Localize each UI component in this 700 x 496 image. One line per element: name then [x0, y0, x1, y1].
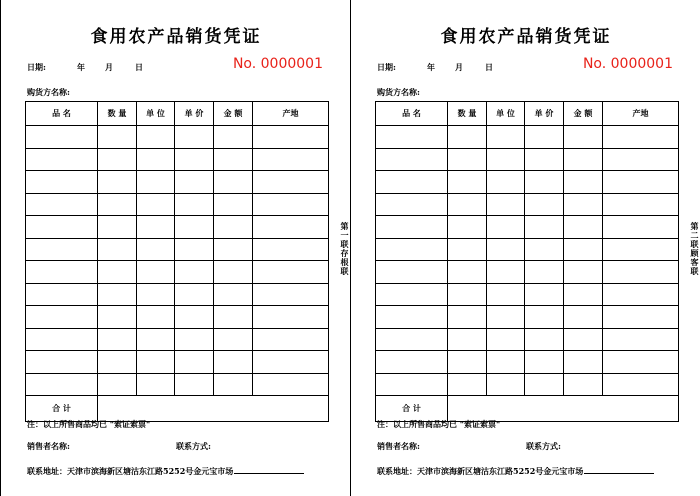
table-row[interactable] — [26, 126, 329, 149]
table-row[interactable] — [26, 171, 329, 194]
table-row[interactable] — [376, 306, 679, 329]
total-row — [376, 396, 679, 422]
table-row[interactable] — [26, 351, 329, 374]
goods-table — [25, 101, 329, 422]
table-header-row — [26, 102, 329, 126]
note-text: 注：以上所售商品均已 "索证索票" — [377, 419, 501, 429]
table-row[interactable] — [26, 328, 329, 351]
total-value[interactable] — [98, 396, 329, 422]
seller-label: 销售者名称: — [377, 441, 420, 451]
table-row[interactable] — [376, 328, 679, 351]
col-header-name: 品 名 — [376, 102, 448, 126]
table-row[interactable] — [26, 283, 329, 306]
table-row[interactable] — [26, 261, 329, 284]
total-label: 合 计 — [26, 396, 98, 422]
col-header-amount: 金 额 — [564, 102, 603, 126]
month-label: 月 — [105, 62, 113, 72]
receipt-title: 食用农产品销货凭证 — [90, 27, 262, 47]
table-row[interactable] — [376, 261, 679, 284]
buyer-label: 购货方名称: — [27, 87, 70, 97]
date-label: 日期: — [377, 62, 396, 72]
day-label: 日 — [485, 62, 493, 72]
table-row[interactable] — [376, 238, 679, 261]
copy-label: 第二联顾客联 — [690, 221, 699, 276]
table-row[interactable] — [376, 193, 679, 216]
address-underline — [234, 473, 304, 474]
goods-table — [375, 101, 679, 422]
serial-number: No. 0000001 — [232, 56, 323, 72]
address-text: 联系地址：天津市滨海新区塘沽东江路5252号金元宝市场 — [27, 466, 234, 476]
table-row[interactable] — [376, 216, 679, 239]
table-row[interactable] — [376, 148, 679, 171]
address-underline — [584, 473, 654, 474]
col-header-quantity: 数 量 — [98, 102, 137, 126]
table-row[interactable] — [26, 373, 329, 396]
col-header-origin: 产地 — [603, 102, 679, 126]
table-row[interactable] — [26, 216, 329, 239]
address-row — [377, 466, 654, 477]
table-header-row — [376, 102, 679, 126]
total-value[interactable] — [448, 396, 679, 422]
table-row[interactable] — [26, 306, 329, 329]
day-label: 日 — [135, 62, 143, 72]
table-row[interactable] — [26, 148, 329, 171]
contact-label: 联系方式: — [526, 441, 561, 451]
year-label: 年 — [427, 62, 435, 72]
seller-label: 销售者名称: — [27, 441, 70, 451]
address-row — [27, 466, 304, 477]
col-header-price: 单 价 — [525, 102, 564, 126]
table-row[interactable] — [376, 283, 679, 306]
table-row[interactable] — [376, 126, 679, 149]
buyer-label: 购货方名称: — [377, 87, 420, 97]
col-header-price: 单 价 — [175, 102, 214, 126]
col-header-name: 品 名 — [26, 102, 98, 126]
copy-label: 第一联存根联 — [340, 221, 349, 276]
date-label: 日期: — [27, 62, 46, 72]
total-label: 合 计 — [376, 396, 448, 422]
month-label: 月 — [455, 62, 463, 72]
table-row[interactable] — [376, 171, 679, 194]
receipt-title: 食用农产品销货凭证 — [440, 27, 612, 47]
table-row[interactable] — [376, 373, 679, 396]
col-header-origin: 产地 — [253, 102, 329, 126]
table-row[interactable] — [26, 238, 329, 261]
col-header-unit: 单 位 — [487, 102, 525, 126]
total-row — [26, 396, 329, 422]
table-row[interactable] — [26, 193, 329, 216]
col-header-quantity: 数 量 — [448, 102, 487, 126]
col-header-unit: 单 位 — [137, 102, 175, 126]
note-text: 注：以上所售商品均已 "索证索票" — [27, 419, 151, 429]
contact-label: 联系方式: — [176, 441, 211, 451]
receipt-customer-copy — [350, 0, 700, 496]
col-header-amount: 金 额 — [214, 102, 253, 126]
table-row[interactable] — [376, 351, 679, 374]
year-label: 年 — [77, 62, 85, 72]
serial-number: No. 0000001 — [582, 56, 673, 72]
address-text: 联系地址：天津市滨海新区塘沽东江路5252号金元宝市场 — [377, 466, 584, 476]
